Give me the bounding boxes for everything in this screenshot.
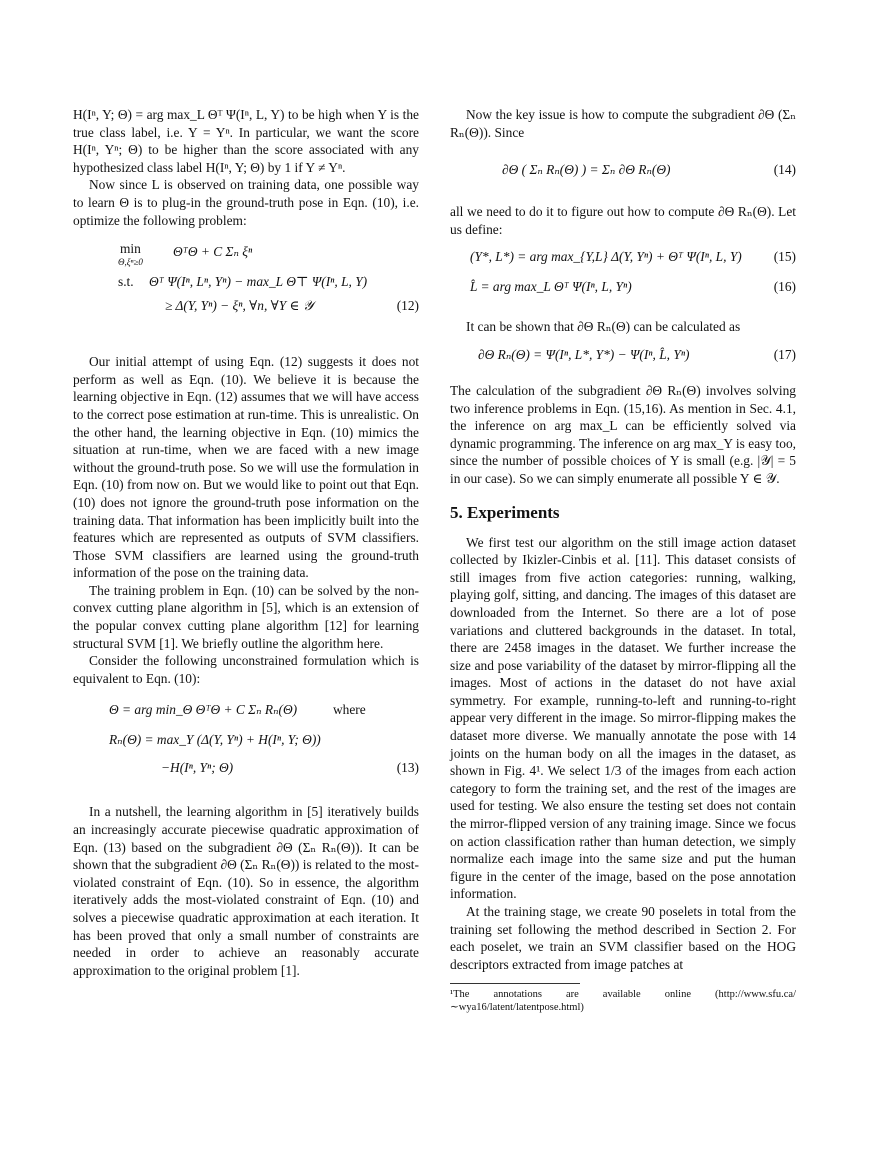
eq13-line-1: Θ = arg min_Θ ΘᵀΘ + C Σₙ Rₙ(Θ) bbox=[109, 702, 298, 718]
paragraph: Now the key issue is how to compute the subgradient ∂Θ (Σₙ Rₙ(Θ)). Since bbox=[450, 107, 796, 140]
footnote-rule bbox=[450, 983, 580, 984]
paragraph: Now since L is observed on training data, one possible way to learn Θ is to plug-in the ground-truth pose in Eqn. (10), i.e. optimize the following problem: bbox=[73, 177, 419, 228]
equation-number: (14) bbox=[773, 162, 796, 178]
right-column bbox=[450, 106, 796, 1014]
equation-number: (12) bbox=[396, 298, 419, 314]
equation-13 bbox=[73, 699, 419, 789]
min-subscript: Θ,ξⁿ≥0 bbox=[118, 257, 143, 268]
equation-12 bbox=[73, 241, 419, 339]
eq13-line-2: Rₙ(Θ) = max_Y (Δ(Y, Yⁿ) + H(Iⁿ, Y; Θ)) bbox=[109, 732, 321, 748]
objective: ΘᵀΘ + C Σₙ ξⁿ bbox=[173, 244, 253, 260]
paragraph: The calculation of the subgradient ∂Θ Rₙ(Θ) involves solving two inference problems in Eqn. (15,16). As mention in Sec. 4.1, the inference on arg max_L can be efficiently solved via dynamic programming. The inference on arg max_Y is easy too, since the number of possible choices of Y is small (e.g. |𝒴| = 5 in our case). So we can simply enumerate all possible Y ∈ 𝒴. bbox=[450, 382, 796, 486]
paragraph: H(Iⁿ, Y; Θ) = arg max_L Θᵀ Ψ(Iⁿ, L, Y) to be high when Y is the true class label, i.e. Y = Yⁿ. In particular, we want the score H(Iⁿ, Yⁿ; Θ) to be higher than the score associated with any hypothesized class label H(Iⁿ, Y; Θ) by 1 if Y ≠ Yⁿ. bbox=[73, 107, 419, 175]
paragraph: Our initial attempt of using Eqn. (12) suggests it does not perform as well as Eqn. (10). We believe it is because the learning objective in Eqn. (12) assumes that we will have access to the correct pose estimation at run-time. This is unrealistic. On the other hand, the learning objective in Eqn. (10) mimics the situation at run-time, when we are faced with a new image without the ground-truth pose. So we will use the formulation in Eqn. (10) from now on. But we would like to point out that Eqn. (10) does not ignore the ground-truth pose information on the training data. That information has been implicitly built into the features which are represented as outputs of SVM classifiers. Those SVM classifiers are learned using the ground-truth information of the pose on the training data. bbox=[73, 354, 419, 581]
min-operator: min bbox=[120, 241, 141, 257]
constraint-line-2: ≥ Δ(Y, Yⁿ) − ξⁿ, ∀n, ∀Y ∈ 𝒴 bbox=[165, 298, 314, 314]
paragraph: We first test our algorithm on the still image action dataset collected by Ikizler-Cinbis et al. [11]. This dataset consists of still images from five action categories: running, walking, playing golf, sitting, and dancing. The images of this dataset are downloaded from the Internet. So there are a lot of pose variations and cluttered backgrounds in the dataset. In total, there are 2458 images in the dataset. We further increase the size and pose variability of the dataset by mirror-flipping all the images. Most of actions in the dataset do not have axial symmetry. For example, running-to-left and running-to-right appear very different in the image. So mirror-flipping makes the dataset more diverse. We manually annotate the pose with 14 joints on the human body on all the images in the dataset, as shown in Fig. 4¹. We select 1/3 of the images from each action category to form the training set, and the rest of the images are used for testing. We also ensure the testing set does not contain the mirror-flipped version of any training image. Since we focus on action classification rather than human detection, we simply normalize each image into the same size and put the human figure in the center of the image, based on the pose annotation information. bbox=[450, 534, 796, 902]
left-column bbox=[73, 106, 419, 979]
paragraph: At the training stage, we create 90 poselets in total from the training set following the method described in Section 2. For each poselet, we train an SVM classifier based on the HOG descriptors extracted from image patches at bbox=[450, 904, 796, 972]
equation-15-16 bbox=[450, 246, 796, 304]
constraint-line-1: Θᵀ Ψ(Iⁿ, Lⁿ, Yⁿ) − max_L Θ⊤ Ψ(Iⁿ, L, Y) bbox=[149, 274, 368, 290]
subject-to-label: s.t. bbox=[118, 274, 134, 290]
equation-14 bbox=[450, 153, 796, 189]
paragraph: Consider the following unconstrained formulation which is equivalent to Eqn. (10): bbox=[73, 653, 419, 686]
equation-number: (16) bbox=[773, 279, 796, 295]
equation-number: (17) bbox=[773, 346, 796, 362]
eq15-body: (Y*, L*) = arg max_{Y,L} Δ(Y, Yⁿ) + Θᵀ Ψ(Iⁿ, L, Y) bbox=[470, 249, 742, 265]
footnote: ¹The annotations are available online (http://www.sfu.ca/∼wya16/latent/latentpose.html) bbox=[450, 989, 796, 1014]
paragraph: It can be shown that ∂Θ Rₙ(Θ) can be calculated as bbox=[466, 319, 741, 335]
section-heading: 5. Experiments bbox=[450, 502, 560, 522]
equation-17 bbox=[450, 344, 796, 368]
paragraph: all we need to do it to figure out how to compute ∂Θ Rₙ(Θ). Let us define: bbox=[450, 204, 796, 237]
paragraph: The training problem in Eqn. (10) can be solved by the non-convex cutting plane algorithm in [5], which is an extension of the popular convex cutting plane algorithm [12] for learning structural SVM [1]. We briefly outline the algorithm here. bbox=[73, 582, 419, 651]
where-label: where bbox=[333, 702, 366, 718]
equation-number: (15) bbox=[773, 249, 796, 265]
eq14-body: ∂Θ ( Σₙ Rₙ(Θ) ) = Σₙ ∂Θ Rₙ(Θ) bbox=[502, 162, 671, 178]
eq17-body: ∂Θ Rₙ(Θ) = Ψ(Iⁿ, L*, Y*) − Ψ(Iⁿ, L̂, Yⁿ) bbox=[478, 346, 690, 362]
paragraph: In a nutshell, the learning algorithm in [5] iteratively builds an increasingly accurate piecewise quadratic approximation of Eqn. (13) based on the subgradient ∂Θ (Σₙ Rₙ(Θ)). It can be shown that the subgradient ∂Θ (Σₙ Rₙ(Θ)) is related to the most-violated constraint of Eqn. (10). So in essence, the algorithm iteratively adds the most-violated constraint of Eqn. (10) and solves a piecewise quadratic approximation at each iteration. It has been proved that only a small number of constraints are needed in order to achieve an reasonably accurate approximation to the original problem [1]. bbox=[73, 804, 419, 978]
equation-number: (13) bbox=[396, 760, 419, 776]
eq16-body: L̂ = arg max_L Θᵀ Ψ(Iⁿ, L, Yⁿ) bbox=[470, 279, 632, 295]
eq13-line-3: −H(Iⁿ, Yⁿ; Θ) bbox=[161, 760, 234, 776]
